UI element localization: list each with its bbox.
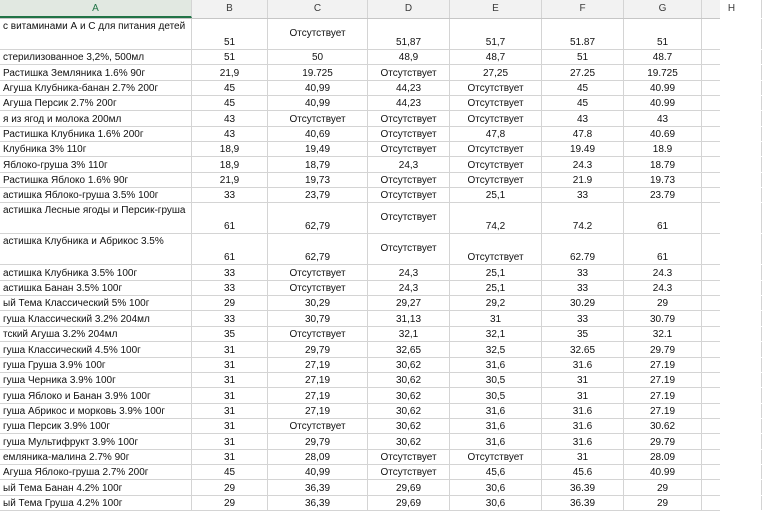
cell-d[interactable]: 29,69 xyxy=(368,480,450,494)
cell-a[interactable]: Растишка Клубника 1.6% 200г xyxy=(0,127,192,141)
cell-f[interactable]: 51 xyxy=(542,50,624,64)
cell-f[interactable]: 31.6 xyxy=(542,404,624,418)
cell-a[interactable]: Агуша Яблоко-груша 2.7% 200г xyxy=(0,465,192,479)
cell-f[interactable]: 43 xyxy=(542,111,624,125)
cell-a[interactable]: гуша Персик 3.9% 100г xyxy=(0,419,192,433)
cell-a[interactable]: гуша Абрикос и морковь 3.9% 100г xyxy=(0,404,192,418)
cell-d[interactable]: 30,62 xyxy=(368,388,450,402)
cell-h[interactable] xyxy=(702,419,762,433)
cell-c[interactable]: Отсутствует xyxy=(268,19,368,49)
table-row xyxy=(0,480,720,495)
table-row xyxy=(0,127,720,142)
table-row xyxy=(0,19,720,50)
cell-e[interactable]: Отсутствует xyxy=(450,157,542,171)
cell-b[interactable]: 18,9 xyxy=(192,142,268,156)
cell-f[interactable]: 45.6 xyxy=(542,465,624,479)
column-header-f[interactable]: F xyxy=(542,0,624,18)
cell-e[interactable]: Отсутствует xyxy=(450,111,542,125)
cell-a[interactable]: гуша Груша 3.9% 100г xyxy=(0,358,192,372)
cell-f[interactable]: 31 xyxy=(542,373,624,387)
table-row xyxy=(0,142,720,157)
table-row xyxy=(0,65,720,80)
table-row xyxy=(0,50,720,65)
cell-c[interactable]: 27,19 xyxy=(268,388,368,402)
cell-h[interactable] xyxy=(702,404,762,418)
cell-b[interactable]: 21,9 xyxy=(192,65,268,79)
cell-g[interactable]: 19.73 xyxy=(624,173,702,187)
table-row xyxy=(0,188,720,203)
cell-f[interactable]: 31 xyxy=(542,450,624,464)
cell-a[interactable]: тский Агуша 3.2% 204мл xyxy=(0,327,192,341)
cell-c[interactable]: 36,39 xyxy=(268,480,368,494)
table-row xyxy=(0,281,720,296)
table-row xyxy=(0,404,720,419)
cell-b[interactable]: 51 xyxy=(192,50,268,64)
column-header-c[interactable]: C xyxy=(268,0,368,18)
cell-a[interactable]: Агуша Клубника-банан 2.7% 200г xyxy=(0,81,192,95)
cell-g[interactable]: 40.99 xyxy=(624,81,702,95)
column-header-a[interactable]: A xyxy=(0,0,192,18)
cell-c[interactable]: Отсутствует xyxy=(268,265,368,279)
cell-h[interactable] xyxy=(702,157,762,171)
cell-f[interactable]: 31.6 xyxy=(542,358,624,372)
cell-d[interactable]: 32,65 xyxy=(368,342,450,356)
cell-h[interactable] xyxy=(702,142,762,156)
cell-b[interactable]: 31 xyxy=(192,450,268,464)
cell-f[interactable]: 36.39 xyxy=(542,496,624,510)
cell-g[interactable]: 18.79 xyxy=(624,157,702,171)
cell-b[interactable]: 18,9 xyxy=(192,157,268,171)
cell-f[interactable]: 31.6 xyxy=(542,434,624,448)
cell-h[interactable] xyxy=(702,127,762,141)
cell-b[interactable]: 45 xyxy=(192,465,268,479)
cell-h[interactable] xyxy=(702,373,762,387)
cell-h[interactable] xyxy=(702,111,762,125)
cell-d[interactable]: 24,3 xyxy=(368,281,450,295)
cell-g[interactable]: 27.19 xyxy=(624,373,702,387)
cell-a[interactable]: ый Тема Груша 4.2% 100г xyxy=(0,496,192,510)
cell-b[interactable]: 29 xyxy=(192,296,268,310)
cell-h[interactable] xyxy=(702,281,762,295)
cell-f[interactable]: 62.79 xyxy=(542,234,624,264)
cell-a[interactable]: емляника-малина 2.7% 90г xyxy=(0,450,192,464)
cell-h[interactable] xyxy=(702,465,762,479)
cell-a[interactable]: астишка Банан 3.5% 100г xyxy=(0,281,192,295)
cell-a[interactable]: гуша Мультифрукт 3.9% 100г xyxy=(0,434,192,448)
cell-e[interactable]: Отсутствует xyxy=(450,96,542,110)
table-row xyxy=(0,234,720,265)
cell-e[interactable]: 31,6 xyxy=(450,419,542,433)
cell-f[interactable]: 35 xyxy=(542,327,624,341)
cell-a[interactable]: ый Тема Классический 5% 100г xyxy=(0,296,192,310)
cell-h[interactable] xyxy=(702,480,762,494)
cell-c[interactable]: 36,39 xyxy=(268,496,368,510)
cell-d[interactable]: Отсутствует xyxy=(368,173,450,187)
cell-h[interactable] xyxy=(702,173,762,187)
cell-e[interactable]: 74,2 xyxy=(450,203,542,233)
cell-c[interactable]: 28,09 xyxy=(268,450,368,464)
cell-e[interactable]: 30,6 xyxy=(450,480,542,494)
table-row xyxy=(0,173,720,188)
cell-f[interactable]: 27.25 xyxy=(542,65,624,79)
cell-f[interactable]: 33 xyxy=(542,188,624,202)
cell-g[interactable]: 19.725 xyxy=(624,65,702,79)
cell-h[interactable] xyxy=(702,65,762,79)
cell-f[interactable]: 31 xyxy=(542,388,624,402)
cell-h[interactable] xyxy=(702,234,762,264)
cell-e[interactable]: Отсутствует xyxy=(450,234,542,264)
cell-e[interactable]: 30,5 xyxy=(450,373,542,387)
cell-d[interactable]: Отсутствует xyxy=(368,188,450,202)
cell-g[interactable]: 23.79 xyxy=(624,188,702,202)
cell-d[interactable]: Отсутствует xyxy=(368,234,450,264)
cell-c[interactable]: 40,99 xyxy=(268,81,368,95)
cell-b[interactable]: 29 xyxy=(192,480,268,494)
table-row xyxy=(0,111,720,126)
cell-d[interactable]: Отсутствует xyxy=(368,142,450,156)
cell-c[interactable]: Отсутствует xyxy=(268,327,368,341)
cell-f[interactable]: 31.6 xyxy=(542,419,624,433)
table-row xyxy=(0,296,720,311)
cell-g[interactable]: 32.1 xyxy=(624,327,702,341)
cell-c[interactable]: 29,79 xyxy=(268,434,368,448)
cell-g[interactable]: 29 xyxy=(624,296,702,310)
cell-h[interactable] xyxy=(702,434,762,448)
cell-c[interactable]: Отсутствует xyxy=(268,111,368,125)
cell-g[interactable]: 27.19 xyxy=(624,358,702,372)
table-row xyxy=(0,311,720,326)
cell-f[interactable]: 45 xyxy=(542,96,624,110)
cell-d[interactable]: 24,3 xyxy=(368,265,450,279)
column-header-bar xyxy=(0,0,736,19)
cell-b[interactable]: 33 xyxy=(192,311,268,325)
cell-d[interactable]: 30,62 xyxy=(368,434,450,448)
cell-g[interactable]: 43 xyxy=(624,111,702,125)
cell-c[interactable]: 30,79 xyxy=(268,311,368,325)
cell-d[interactable]: 48,9 xyxy=(368,50,450,64)
cell-d[interactable]: 29,69 xyxy=(368,496,450,510)
cell-g[interactable]: 30.62 xyxy=(624,419,702,433)
cell-e[interactable]: 31,6 xyxy=(450,404,542,418)
cell-b[interactable]: 33 xyxy=(192,265,268,279)
cell-g[interactable]: 48.7 xyxy=(624,50,702,64)
cell-b[interactable]: 61 xyxy=(192,203,268,233)
cell-c[interactable]: 40,99 xyxy=(268,465,368,479)
cell-a[interactable]: Агуша Персик 2.7% 200г xyxy=(0,96,192,110)
sheet-rows xyxy=(0,19,720,511)
cell-d[interactable]: 24,3 xyxy=(368,157,450,171)
cell-d[interactable]: 31,13 xyxy=(368,311,450,325)
cell-a[interactable]: Яблоко-груша 3% 110г xyxy=(0,157,192,171)
table-row xyxy=(0,265,720,280)
cell-a[interactable]: астишка Лесные ягоды и Персик-груша xyxy=(0,203,192,233)
cell-d[interactable]: 30,62 xyxy=(368,419,450,433)
cell-a[interactable]: Клубника 3% 110г xyxy=(0,142,192,156)
cell-c[interactable]: 40,99 xyxy=(268,96,368,110)
cell-c[interactable]: 23,79 xyxy=(268,188,368,202)
cell-c[interactable]: 27,19 xyxy=(268,373,368,387)
cell-d[interactable]: Отсутствует xyxy=(368,203,450,233)
cell-b[interactable]: 31 xyxy=(192,373,268,387)
cell-d[interactable]: 30,62 xyxy=(368,358,450,372)
cell-e[interactable]: 25,1 xyxy=(450,281,542,295)
cell-a[interactable]: я из ягод и молока 200мл xyxy=(0,111,192,125)
cell-d[interactable]: Отсутствует xyxy=(368,127,450,141)
cell-g[interactable]: 61 xyxy=(624,203,702,233)
cell-h[interactable] xyxy=(702,358,762,372)
cell-e[interactable]: 27,25 xyxy=(450,65,542,79)
cell-h[interactable] xyxy=(702,96,762,110)
cell-e[interactable]: 29,2 xyxy=(450,296,542,310)
cell-e[interactable]: 32,1 xyxy=(450,327,542,341)
cell-b[interactable]: 43 xyxy=(192,111,268,125)
cell-g[interactable]: 28.09 xyxy=(624,450,702,464)
cell-g[interactable]: 29.79 xyxy=(624,434,702,448)
cell-g[interactable]: 29.79 xyxy=(624,342,702,356)
cell-d[interactable]: Отсутствует xyxy=(368,65,450,79)
cell-b[interactable]: 31 xyxy=(192,342,268,356)
table-row xyxy=(0,157,720,172)
cell-c[interactable]: 19,73 xyxy=(268,173,368,187)
cell-a[interactable]: гуша Классический 4.5% 100г xyxy=(0,342,192,356)
cell-g[interactable]: 29 xyxy=(624,496,702,510)
cell-g[interactable]: 40.69 xyxy=(624,127,702,141)
cell-b[interactable]: 21,9 xyxy=(192,173,268,187)
cell-e[interactable]: 25,1 xyxy=(450,188,542,202)
cell-g[interactable]: 24.3 xyxy=(624,265,702,279)
cell-a[interactable]: гуша Черника 3.9% 100г xyxy=(0,373,192,387)
table-row xyxy=(0,327,720,342)
cell-f[interactable]: 74.2 xyxy=(542,203,624,233)
cell-d[interactable]: 51,87 xyxy=(368,19,450,49)
cell-h[interactable] xyxy=(702,265,762,279)
cell-b[interactable]: 51 xyxy=(192,19,268,49)
column-header-h[interactable]: H xyxy=(702,0,762,18)
cell-e[interactable]: 31 xyxy=(450,311,542,325)
cell-c[interactable]: 19,49 xyxy=(268,142,368,156)
cell-f[interactable]: 33 xyxy=(542,281,624,295)
cell-e[interactable]: Отсутствует xyxy=(450,81,542,95)
column-header-g[interactable]: G xyxy=(624,0,702,18)
cell-b[interactable]: 31 xyxy=(192,358,268,372)
cell-e[interactable]: 30,6 xyxy=(450,496,542,510)
cell-g[interactable]: 27.19 xyxy=(624,388,702,402)
cell-f[interactable]: 51.87 xyxy=(542,19,624,49)
cell-f[interactable]: 33 xyxy=(542,311,624,325)
cell-b[interactable]: 43 xyxy=(192,127,268,141)
cell-a[interactable]: Растишка Яблоко 1.6% 90г xyxy=(0,173,192,187)
cell-b[interactable]: 31 xyxy=(192,419,268,433)
cell-h[interactable] xyxy=(702,203,762,233)
cell-h[interactable] xyxy=(702,19,762,49)
cell-c[interactable]: 62,79 xyxy=(268,234,368,264)
cell-g[interactable]: 40.99 xyxy=(624,465,702,479)
cell-a[interactable]: астишка Клубника и Абрикос 3.5% xyxy=(0,234,192,264)
cell-c[interactable]: 18,79 xyxy=(268,157,368,171)
cell-g[interactable]: 40.99 xyxy=(624,96,702,110)
cell-h[interactable] xyxy=(702,388,762,402)
cell-a[interactable]: астишка Клубника 3.5% 100г xyxy=(0,265,192,279)
cell-c[interactable]: 40,69 xyxy=(268,127,368,141)
cell-a[interactable]: с витаминами А и С для питания детей xyxy=(0,19,192,49)
cell-a[interactable]: астишка Яблоко-груша 3.5% 100г xyxy=(0,188,192,202)
cell-f[interactable]: 33 xyxy=(542,265,624,279)
cell-g[interactable]: 61 xyxy=(624,234,702,264)
cell-d[interactable]: Отсутствует xyxy=(368,465,450,479)
table-row xyxy=(0,450,720,465)
cell-b[interactable]: 45 xyxy=(192,96,268,110)
table-row xyxy=(0,373,720,388)
cell-c[interactable]: 50 xyxy=(268,50,368,64)
cell-f[interactable]: 19.49 xyxy=(542,142,624,156)
cell-b[interactable]: 31 xyxy=(192,434,268,448)
cell-d[interactable]: 30,62 xyxy=(368,373,450,387)
cell-c[interactable]: 30,29 xyxy=(268,296,368,310)
cell-b[interactable]: 31 xyxy=(192,404,268,418)
cell-e[interactable]: 30,5 xyxy=(450,388,542,402)
cell-d[interactable]: 44,23 xyxy=(368,96,450,110)
cell-b[interactable]: 61 xyxy=(192,234,268,264)
cell-b[interactable]: 33 xyxy=(192,281,268,295)
column-header-b[interactable]: B xyxy=(192,0,268,18)
cell-h[interactable] xyxy=(702,81,762,95)
table-row xyxy=(0,434,720,449)
cell-e[interactable]: 32,5 xyxy=(450,342,542,356)
cell-f[interactable]: 36.39 xyxy=(542,480,624,494)
cell-c[interactable]: Отсутствует xyxy=(268,281,368,295)
cell-c[interactable]: 62,79 xyxy=(268,203,368,233)
cell-g[interactable]: 24.3 xyxy=(624,281,702,295)
cell-c[interactable]: 27,19 xyxy=(268,404,368,418)
cell-f[interactable]: 47.8 xyxy=(542,127,624,141)
cell-b[interactable]: 35 xyxy=(192,327,268,341)
cell-f[interactable]: 45 xyxy=(542,81,624,95)
table-row xyxy=(0,465,720,480)
cell-d[interactable]: Отсутствует xyxy=(368,111,450,125)
table-row xyxy=(0,419,720,434)
cell-g[interactable]: 30.79 xyxy=(624,311,702,325)
cell-c[interactable]: 27,19 xyxy=(268,358,368,372)
table-row xyxy=(0,496,720,511)
table-row xyxy=(0,358,720,373)
cell-b[interactable]: 33 xyxy=(192,188,268,202)
cell-f[interactable]: 32.65 xyxy=(542,342,624,356)
column-header-e[interactable]: E xyxy=(450,0,542,18)
cell-c[interactable]: 19.725 xyxy=(268,65,368,79)
cell-a[interactable]: ый Тема Банан 4.2% 100г xyxy=(0,480,192,494)
cell-a[interactable]: гуша Яблоко и Банан 3.9% 100г xyxy=(0,388,192,402)
cell-d[interactable]: 30,62 xyxy=(368,404,450,418)
cell-e[interactable]: 45,6 xyxy=(450,465,542,479)
cell-h[interactable] xyxy=(702,311,762,325)
cell-b[interactable]: 31 xyxy=(192,388,268,402)
cell-h[interactable] xyxy=(702,342,762,356)
cell-a[interactable]: стерилизованное 3,2%, 500мл xyxy=(0,50,192,64)
cell-e[interactable]: 25,1 xyxy=(450,265,542,279)
cell-h[interactable] xyxy=(702,50,762,64)
cell-b[interactable]: 45 xyxy=(192,81,268,95)
cell-f[interactable]: 30.29 xyxy=(542,296,624,310)
cell-f[interactable]: 21.9 xyxy=(542,173,624,187)
cell-a[interactable]: Растишка Земляника 1.6% 90г xyxy=(0,65,192,79)
cell-g[interactable]: 18.9 xyxy=(624,142,702,156)
cell-e[interactable]: 31,6 xyxy=(450,358,542,372)
cell-e[interactable]: 51,7 xyxy=(450,19,542,49)
cell-d[interactable]: 29,27 xyxy=(368,296,450,310)
cell-g[interactable]: 51 xyxy=(624,19,702,49)
cell-d[interactable]: Отсутствует xyxy=(368,450,450,464)
cell-h[interactable] xyxy=(702,327,762,341)
cell-h[interactable] xyxy=(702,450,762,464)
cell-e[interactable]: 31,6 xyxy=(450,434,542,448)
cell-h[interactable] xyxy=(702,496,762,510)
table-row xyxy=(0,96,720,111)
table-row xyxy=(0,203,720,234)
cell-f[interactable]: 24.3 xyxy=(542,157,624,171)
cell-a[interactable]: гуша Классический 3.2% 204мл xyxy=(0,311,192,325)
cell-b[interactable]: 29 xyxy=(192,496,268,510)
cell-e[interactable]: Отсутствует xyxy=(450,142,542,156)
table-row xyxy=(0,388,720,403)
cell-d[interactable]: 32,1 xyxy=(368,327,450,341)
cell-h[interactable] xyxy=(702,188,762,202)
cell-e[interactable]: Отсутствует xyxy=(450,450,542,464)
cell-e[interactable]: 48,7 xyxy=(450,50,542,64)
cell-g[interactable]: 27.19 xyxy=(624,404,702,418)
cell-c[interactable]: 29,79 xyxy=(268,342,368,356)
table-row xyxy=(0,342,720,357)
cell-g[interactable]: 29 xyxy=(624,480,702,494)
cell-h[interactable] xyxy=(702,296,762,310)
column-header-d[interactable]: D xyxy=(368,0,450,18)
table-row xyxy=(0,81,720,96)
cell-e[interactable]: Отсутствует xyxy=(450,173,542,187)
cell-e[interactable]: 47,8 xyxy=(450,127,542,141)
cell-c[interactable]: Отсутствует xyxy=(268,419,368,433)
cell-d[interactable]: 44,23 xyxy=(368,81,450,95)
